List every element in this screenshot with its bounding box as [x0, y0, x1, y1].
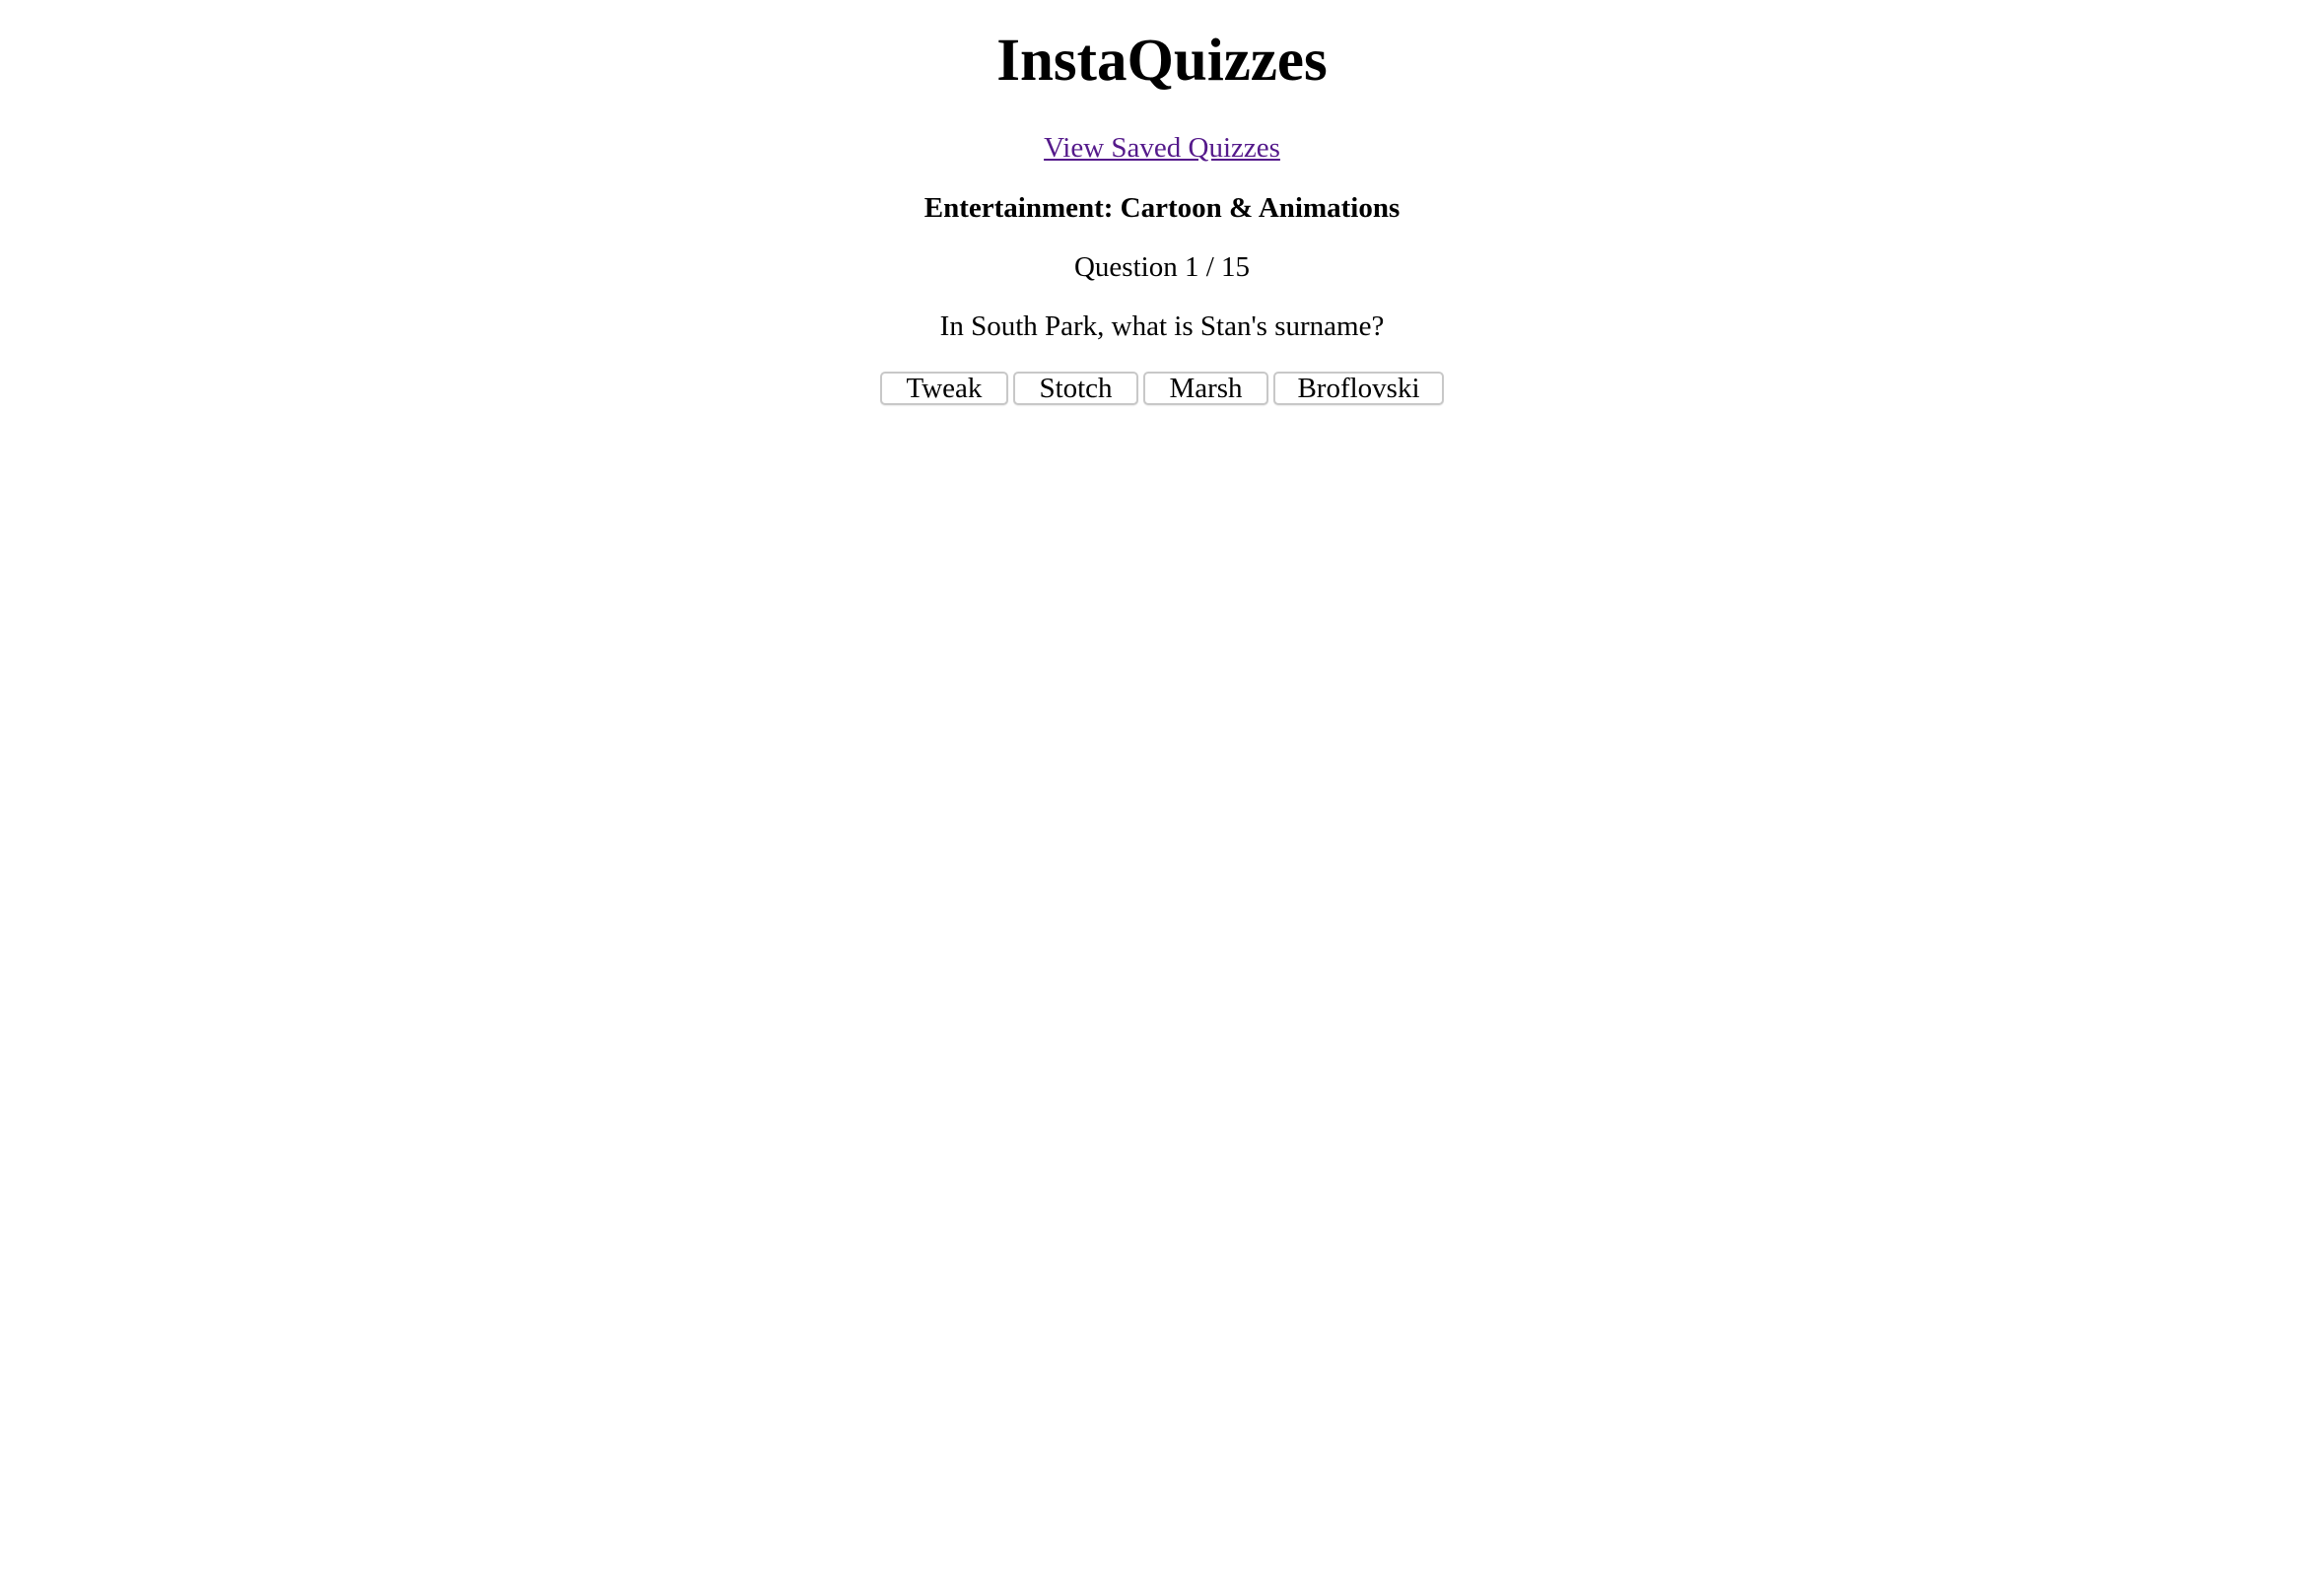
answer-button-broflovski[interactable]: Broflovski: [1273, 372, 1444, 405]
answer-button-marsh[interactable]: Marsh: [1143, 372, 1268, 405]
page-title: InstaQuizzes: [996, 28, 1328, 94]
answer-button-tweak[interactable]: Tweak: [880, 372, 1008, 405]
saved-quizzes-link-container: [0, 128, 2324, 168]
question-text: In South Park, what is Stan's surname?: [939, 310, 1385, 342]
view-saved-quizzes-link[interactable]: View Saved Quizzes: [1044, 132, 1280, 164]
question-progress: Question 1 / 15: [1073, 251, 1251, 283]
answer-button-stotch[interactable]: Stotch: [1013, 372, 1138, 405]
quiz-category: Entertainment: Cartoon & Animations: [923, 192, 1401, 224]
answer-options: [0, 372, 2324, 405]
